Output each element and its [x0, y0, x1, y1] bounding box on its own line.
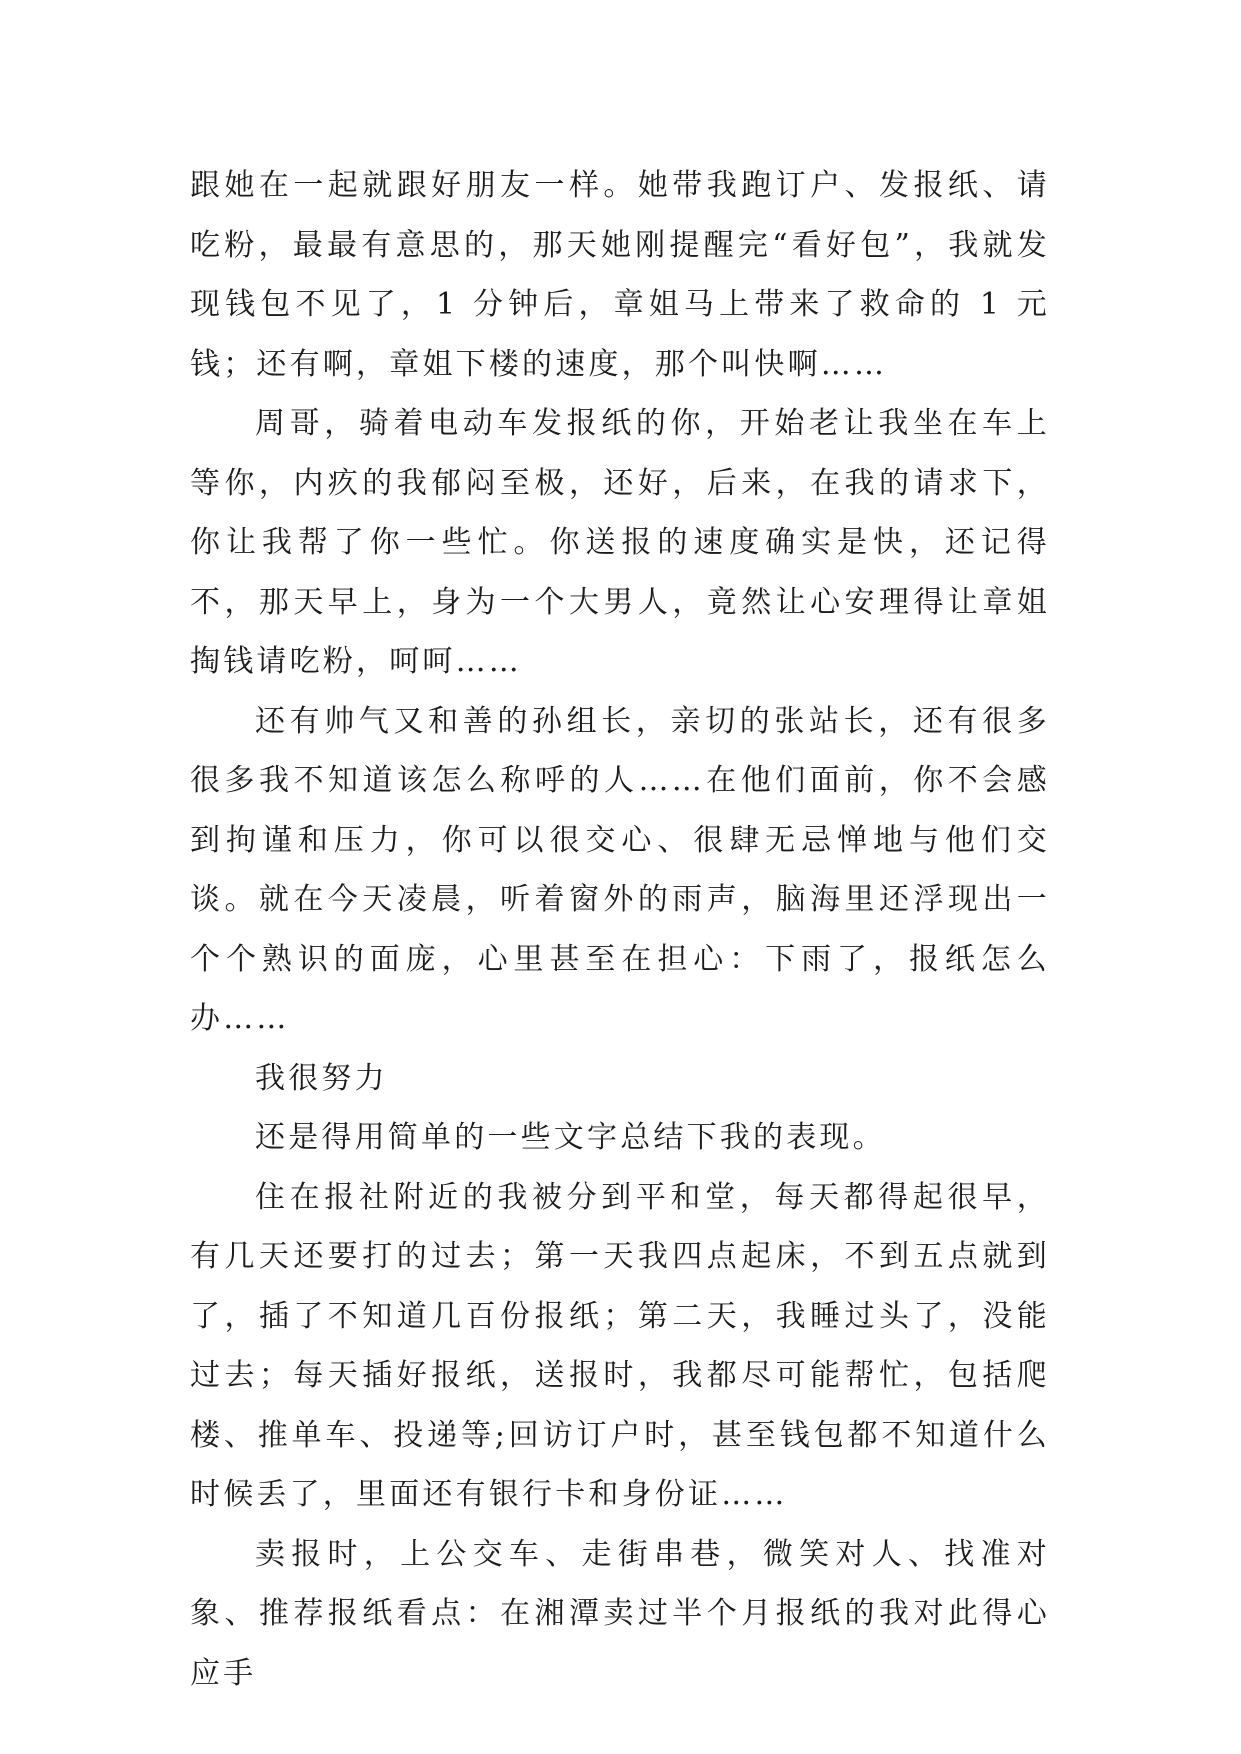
paragraph-1: 跟她在一起就跟好朋友一样。她带我跑订户、发报纸、请吃粉，最最有意思的，那天她刚提醒完“看好包”，我就发现钱包不见了，1 分钟后，章姐马上带来了救命的 1 元钱；还有啊，章姐下楼的速度，那个叫快啊……: [190, 168, 1050, 382]
paragraph-5: 住在报社附近的我被分到平和堂，每天都得起很早，有几天还要打的过去；第一天我四点起床，不到五点就到了，插了不知道几百份报纸；第二天，我睡过头了，没能过去；每天插好报纸，送报时，我都尽可能帮忙，包括爬楼、推单车、投递等;回访订户时，甚至钱包都不知道什么时候丢了，里面还有银行卡和身份证……: [190, 1179, 1050, 1512]
paragraph-2: 周哥，骑着电动车发报纸的你，开始老让我坐在车上等你，内疚的我郁闷至极，还好，后来，在我的请求下，你让我帮了你一些忙。你送报的速度确实是快，还记得不，那天早上，身为一个大男人，竟然让心安理得让章姐掏钱请吃粉，呵呵……: [190, 406, 1050, 679]
document-body: [190, 156, 1050, 1703]
paragraph-6: 卖报时，上公交车、走街串巷，微笑对人、找准对象、推荐报纸看点：在湘潭卖过半个月报纸的我对此得心应手: [190, 1536, 1050, 1691]
paragraph-3: 还有帅气又和善的孙组长，亲切的张站长，还有很多很多我不知道该怎么称呼的人……在他们面前，你不会感到拘谨和压力，你可以很交心、很肆无忌惮地与他们交谈。就在今天凌晨，听着窗外的雨声，脑海里还浮现出一个个熟识的面庞，心里甚至在担心：下雨了，报纸怎么办……: [190, 703, 1050, 1036]
section-heading: 我很努力: [255, 1060, 388, 1096]
paragraph-4: 还是得用简单的一些文字总结下我的表现。: [255, 1120, 886, 1155]
